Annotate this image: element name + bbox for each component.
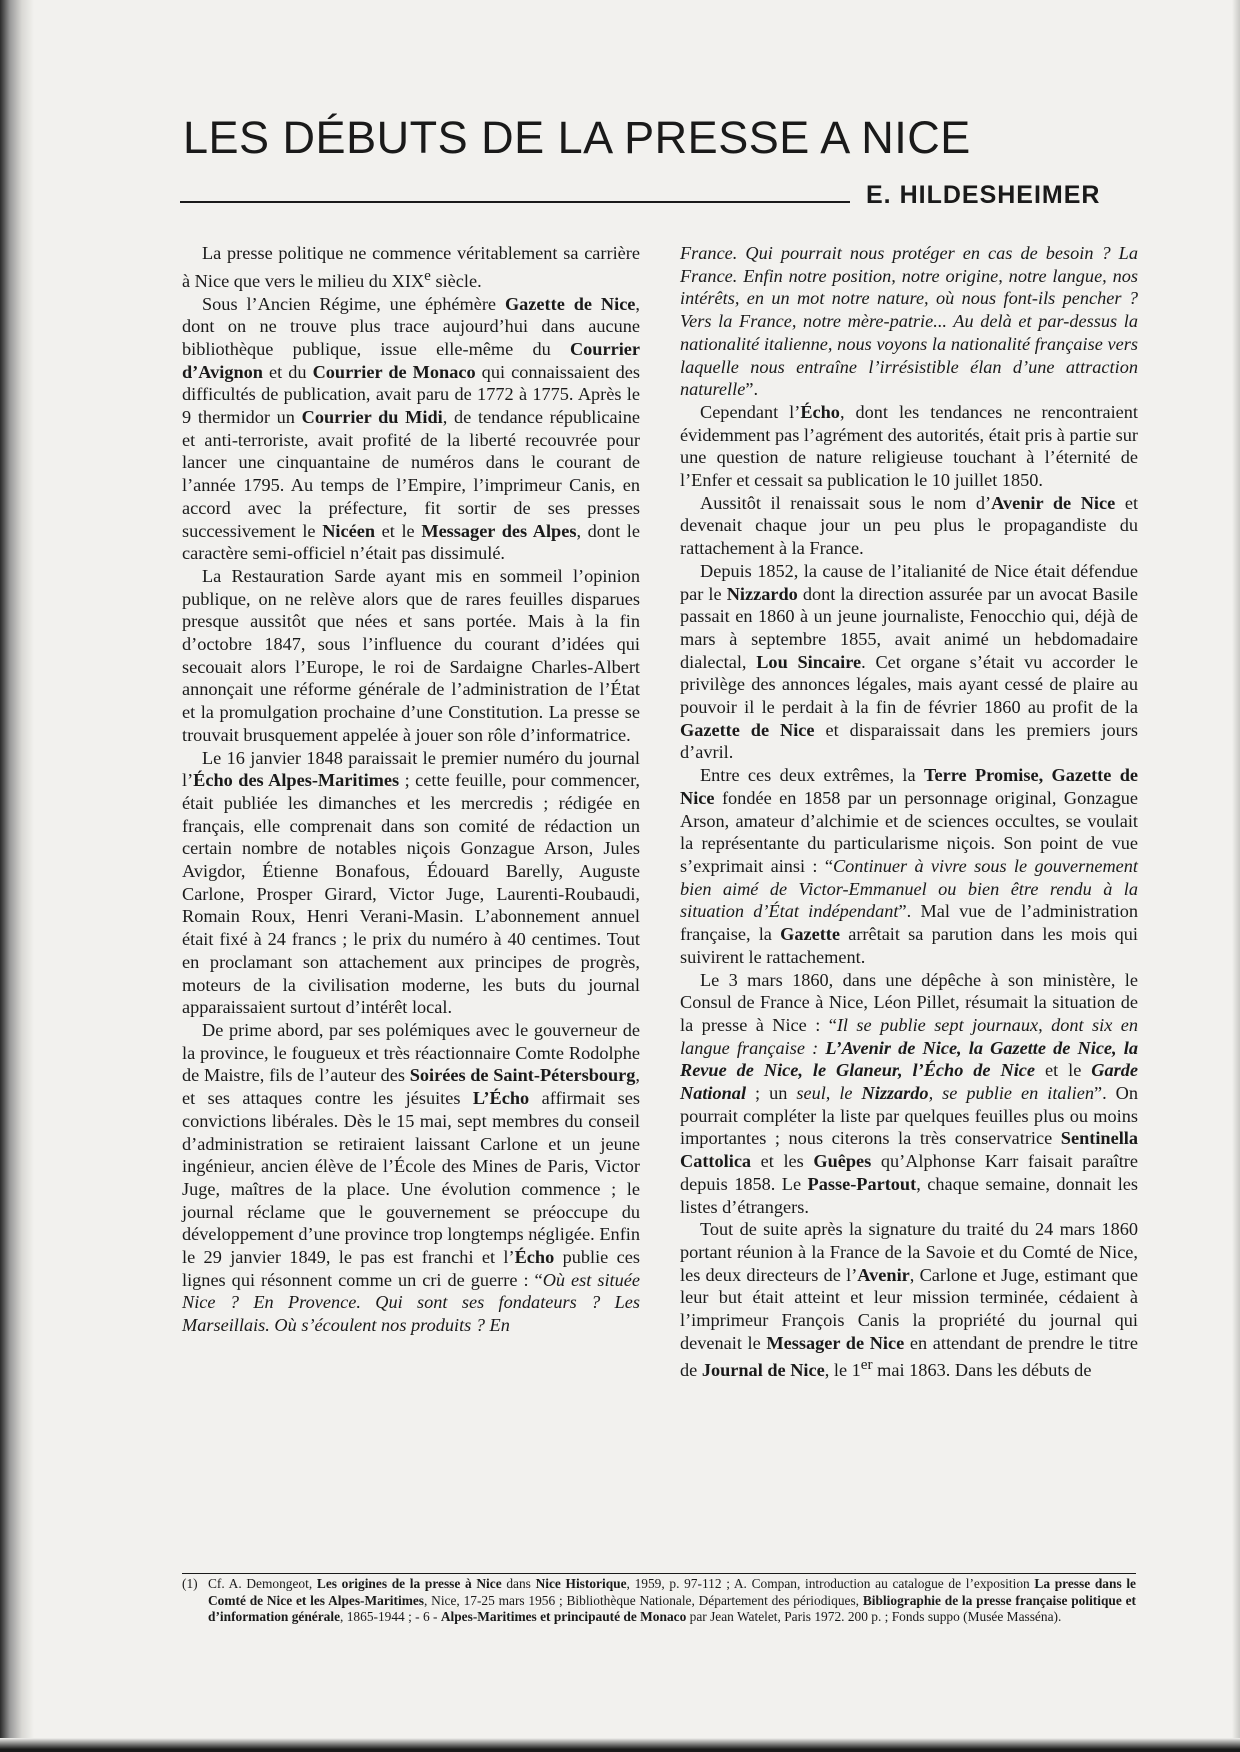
text-column-right <box>680 242 1138 1382</box>
paragraph: Le 16 janvier 1848 paraissait le premier numéro du journal l’Écho des Alpes-Maritimes ; cette feuille, pour commencer, était publiée les dimanches et les mercredis ; rédigée en français, elle comprenait dans son comité de rédaction un certain nombre de notables niçois Gonzague Arson, Jules Avigdor, Étienne Bonafous, Édouard Barelly, Auguste Carlone, Prosper Girard, Victor Juge, Laurenti-Roubaudi, Romain Roux, Henri Verani-Masin. L’abonnement annuel était fixé à 24 francs ; le prix du numéro à 40 centimes. Tout en proclamant son attachement aux principes de progrès, moteurs de la civilisation moderne, les buts du journal apparaissaient surtout d’intérêt local. <box>182 747 640 1018</box>
footnote-number: (1) <box>182 1576 198 1591</box>
article-author: E. HILDESHEIMER <box>866 181 1101 209</box>
footnote-text: Cf. A. Demongeot, Les origines de la presse à Nice dans Nice Historique, 1959, p. 97-112 ; A. Compan, introduction au catalogue de l’exposition La presse dans le Comté de Nice et les Alpes-Maritimes, Nice, 17-25 mars 1956 ; Bibliothèque Nationale, Département des périodiques, Bibliographie de la presse française politique et d’information générale, 1865-1944 ; - 6 - Alpes-Maritimes et principauté de Monaco par Jean Watelet, Paris 1972. 200 p. ; Fonds suppo (Musée Masséna). <box>208 1576 1137 1625</box>
paragraph: Aussitôt il renaissait sous le nom d’Avenir de Nice et devenait chaque jour un peu plus le propagandiste du rattachement à la France. <box>680 492 1139 559</box>
paragraph: La presse politique ne commence véritablement sa carrière à Nice que vers le milieu du XIXe siècle. <box>182 243 640 291</box>
page-bottom-edge <box>0 1738 1240 1752</box>
article-title: LES DÉBUTS DE LA PRESSE A NICE <box>183 112 971 163</box>
paragraph: La Restauration Sarde ayant mis en sommeil l’opinion publique, on ne relève alors que de rares feuilles disparues presque aussitôt que nées et sans portée. Mais à la fin d’octobre 1847, sous l’influence du courant d’idées qui secouait alors l’Europe, le roi de Sardaigne Charles-Albert annonçait une réforme générale de l’administration de l’État et la promulgation prochaine d’une Constitution. La presse se trouvait brusquement appelée à jouer son rôle d’informatrice. <box>182 565 640 745</box>
paragraph: Depuis 1852, la cause de l’italianité de Nice était défendue par le Nizzardo dont la direction assurée par un avocat Basile passait en 1860 à un jeune journaliste, Fenocchio qui, déjà de mars à septembre 1855, avait animé un hebdomadaire dialectal, Lou Sincaire. Cet organe s’était vu accorder le privilège des annonces légales, mais ayant cessé de plaire au pouvoir il le perdait à la fin de février 1860 au profit de la Gazette de Nice et disparaissait dans les premiers jours d’avril. <box>680 560 1138 763</box>
footnote-rule <box>182 1573 1136 1574</box>
paragraph: Tout de suite après la signature du traité du 24 mars 1860 portant réunion à la France de la Savoie et du Comté de Nice, les deux directeurs de l’Avenir, Carlone et Juge, estimant que leur but était atteint et leur mission terminée, cédaient à l’imprimeur François Canis la propriété du journal qui devenait le Messager de Nice en attendant de prendre le titre de Journal de Nice, le 1er mai 1863. Dans les débuts de <box>680 1219 1138 1381</box>
page-right-edge <box>1232 0 1240 1752</box>
page-gutter-shadow <box>0 0 34 1752</box>
paragraph: Entre ces deux extrêmes, la Terre Promise, Gazette de Nice fondée en 1858 par un personnage original, Gonzague Arson, amateur d’alchimie et de sciences occultes, se voulait la représentante du particularisme niçois. Son point de vue s’exprimait ainsi : “Continuer à vivre sous le gouvernement bien aimé de Victor-Emmanuel ou bien être rendu à la situation d’État indépendant”. Mal vue de l’administration française, la Gazette arrêtait sa parution dans les mois qui suivirent le rattachement. <box>680 765 1139 967</box>
paragraph-continued: France. Qui pourrait nous protéger en cas de besoin ? La France. Enfin notre position, notre origine, notre langue, nos intérêts, en un mot notre nature, où nous font-ils pencher ? Vers la France, notre mère-patrie... Au delà et par-dessus la nationalité italienne, nous voyons la nationalité française vers laquelle nous entraîne l’irrésistible élan d’une attraction naturelle”. <box>680 243 1138 400</box>
paragraph: Le 3 mars 1860, dans une dépêche à son ministère, le Consul de France à Nice, Léon Pillet, résumait la situation de la presse à Nice : “Il se publie sept journaux, dont six en langue française : L’Avenir de Nice, la Gazette de Nice, la Revue de Nice, le Glaneur, l’Écho de Nice et le Garde National ; un seul, le Nizzardo, se publie en italien”. On pourrait compléter la liste par quelques feuilles plus ou moins importantes ; nous citerons la très conservatrice Sentinella Cattolica et les Guêpes qu’Alphonse Karr faisait paraître depuis 1858. Le Passe-Partout, chaque semaine, donnait les listes d’étrangers. <box>680 969 1139 1217</box>
title-rule <box>180 201 850 203</box>
paragraph: De prime abord, par ses polémiques avec le gouverneur de la province, le fougueux et très réactionnaire Comte Rodolphe de Maistre, fils de l’auteur des Soirées de Saint-Pétersbourg, et ses attaques contre les jésuites L’Écho affirmait ses convictions libérales. Dès le 15 mai, sept membres du conseil d’administration se retiraient laissant Carlone et un jeune ingénieur, ancien élève de l’École des Mines de Paris, Victor Juge, maîtres de la place. Une évolution commence ; le journal réclame que le gouvernement se préoccupe du développement d’une province trop longtemps négligée. Enfin le 29 janvier 1849, le pas est franchi et l’Écho publie ces lignes qui résonnent comme un cri de guerre : “Où est située Nice ? En Provence. Qui sont ses fondateurs ? Les Marseillais. Où s’écoulent nos produits ? En <box>182 1020 640 1336</box>
paragraph: Cependant l’Écho, dont les tendances ne rencontraient évidemment pas l’agrément des autorités, était pris à partie sur une question de nature religieuse touchant à l’éternité de l’Enfer et cessait sa publication le 10 juillet 1850. <box>680 401 1138 491</box>
footnote <box>182 1576 1136 1626</box>
paragraph: Sous l’Ancien Régime, une éphémère Gazette de Nice, dont on ne trouve plus trace aujourd’hui dans aucune bibliothèque publique, issue elle-même du Courrier d’Avignon et du Courrier de Monaco qui connaissaient des difficultés de publication, avait paru de 1772 à 1775. Après le 9 thermidor un Courrier du Midi, de tendance républicaine et anti-terroriste, avait profité de la liberté recouvrée pour lancer une cinquantaine de numéros dans le courant de l’année 1795. Au temps de l’Empire, l’imprimeur Canis, en accord avec la préfecture, fit sortir de ses presses successivement le Nicéen et le Messager des Alpes, dont le caractère semi-officiel n’était pas dissimulé. <box>182 293 640 564</box>
text-column-left <box>182 242 640 1337</box>
